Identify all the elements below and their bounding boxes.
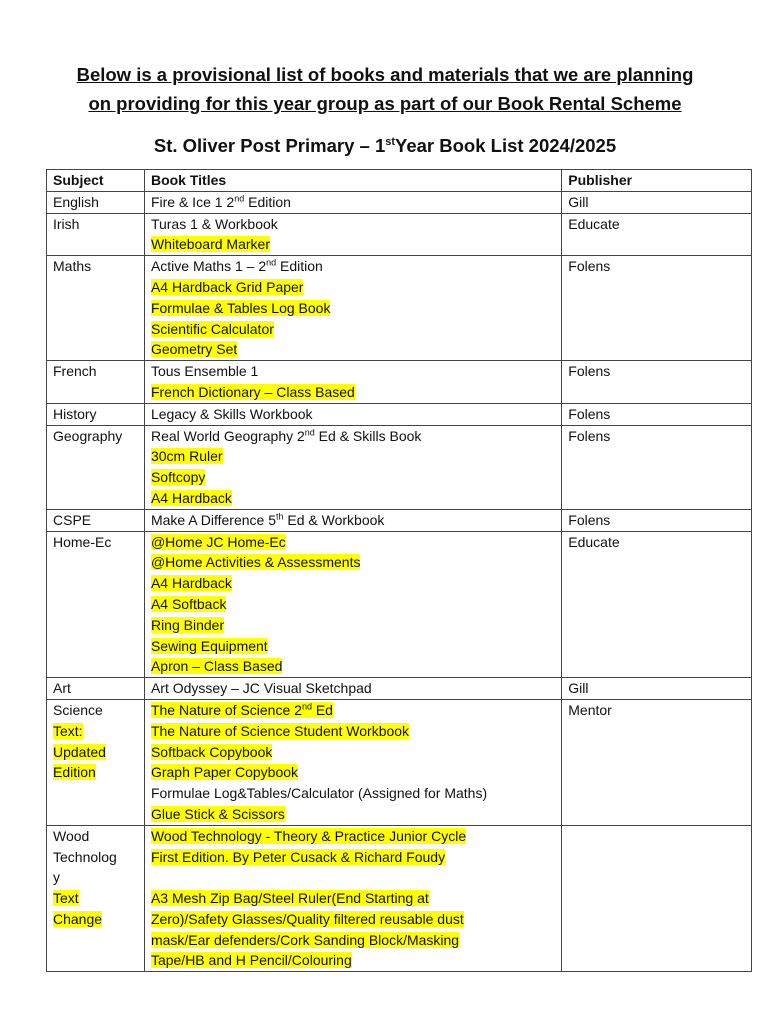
subject-text: CSPE (53, 511, 92, 528)
book-title-item: Whiteboard Marker (150, 236, 270, 253)
subject-text: English (53, 193, 99, 210)
title-superscript: st (385, 135, 396, 148)
book-titles-cell (144, 678, 561, 700)
subject-text: Text (53, 890, 79, 907)
book-title-item: Zero)/Safety Glasses/Quality filtered reusable dust (150, 910, 464, 927)
subject-text: Irish (53, 215, 80, 232)
publisher-cell (562, 678, 752, 700)
subject-cell (47, 825, 145, 972)
subject-cell (47, 531, 145, 678)
book-titles-cell (144, 509, 561, 531)
heading-line-2: on providing for this year group as part of our Book Rental Scheme (88, 93, 682, 114)
subject-cell (47, 678, 145, 700)
publisher-name: Educate (568, 215, 620, 232)
table-row (47, 531, 752, 678)
book-title-item: A4 Softback (150, 595, 227, 612)
book-title-item: Scientific Calculator (150, 320, 274, 337)
book-title-item (151, 867, 555, 888)
book-title-item: @Home JC Home-Ec (150, 533, 286, 550)
publisher-cell (562, 403, 752, 425)
publisher-name: Mentor (568, 701, 612, 718)
book-title-item: Make A Difference 5th Ed & Workbook (150, 511, 385, 528)
publisher-name: Folens (568, 258, 611, 275)
title-after: Year Book List 2024/2025 (395, 135, 617, 156)
book-title-item: Active Maths 1 – 2nd Edition (150, 257, 323, 275)
book-titles-cell (144, 531, 561, 678)
subject-text: Text: (53, 722, 83, 739)
subject-text: Science (53, 701, 103, 718)
publisher-name: Gill (568, 680, 589, 697)
book-title-item: The Nature of Science 2nd Ed (150, 701, 333, 718)
book-title-item: 30cm Ruler (150, 448, 223, 465)
table-row (47, 191, 752, 213)
subject-cell (47, 256, 145, 361)
table-row (47, 425, 752, 509)
book-title-item: Turas 1 & Workbook (150, 215, 278, 232)
book-title-item: Real World Geography 2nd Ed & Skills Book (150, 426, 422, 444)
table-row (47, 699, 752, 825)
publisher-cell (562, 825, 752, 972)
book-titles-cell (144, 256, 561, 361)
table-row (47, 403, 752, 425)
subject-text: Art (53, 680, 71, 697)
book-title-item: Softcopy (150, 469, 206, 486)
book-title-item: Apron – Class Based (150, 658, 283, 675)
table-row (47, 825, 752, 972)
table-body (47, 191, 752, 971)
publisher-name: Educate (568, 533, 620, 550)
publisher-name: Folens (568, 405, 611, 422)
book-title-item: Softback Copybook (150, 743, 273, 760)
book-title-item: Graph Paper Copybook (150, 764, 299, 781)
book-title-item: Art Odyssey – JC Visual Sketchpad (150, 680, 372, 697)
book-title-item: mask/Ear defenders/Cork Sanding Block/Masking (150, 931, 460, 948)
book-title-item: Legacy & Skills Workbook (150, 405, 313, 422)
publisher-name: Folens (568, 511, 611, 528)
book-list-table (46, 169, 752, 972)
book-titles-cell (144, 825, 561, 972)
publisher-cell (562, 699, 752, 825)
book-title-item: Ring Binder (150, 616, 225, 633)
book-titles-cell (144, 191, 561, 213)
book-titles-cell (144, 361, 561, 404)
table-row (47, 213, 752, 256)
heading-line-1: Below is a provisional list of books and materials that we are planning (76, 64, 694, 85)
book-title-item: The Nature of Science Student Workbook (150, 722, 410, 739)
subject-cell (47, 361, 145, 404)
publisher-cell (562, 509, 752, 531)
header-publisher: Publisher (562, 170, 752, 192)
subject-text: Geography (53, 427, 123, 444)
book-list-title (0, 134, 770, 158)
subject-cell (47, 191, 145, 213)
subject-text: Home-Ec (53, 533, 112, 550)
table-row (47, 361, 752, 404)
subject-text: Change (53, 910, 103, 927)
subject-text: Maths (53, 258, 92, 275)
book-title-item: Formulae Log&Tables/Calculator (Assigned for Maths) (150, 785, 488, 802)
table-row (47, 256, 752, 361)
book-title-item: @Home Activities & Assessments (150, 554, 361, 571)
subject-cell (47, 699, 145, 825)
subject-text: Updated (53, 743, 106, 760)
book-title-item: First Edition. By Peter Cusack & Richard Foudy (150, 848, 446, 865)
book-title-item: Tape/HB and H Pencil/Colouring (150, 952, 352, 969)
table-row (47, 509, 752, 531)
book-titles-cell (144, 425, 561, 509)
publisher-cell (562, 191, 752, 213)
title-before: St. Oliver Post Primary – 1 (153, 135, 386, 156)
publisher-name: Folens (568, 427, 611, 444)
book-title-item: Tous Ensemble 1 (150, 363, 259, 380)
book-title-item: French Dictionary – Class Based (150, 383, 355, 400)
subject-cell (47, 425, 145, 509)
subject-text: y (53, 869, 60, 886)
subject-text: French (53, 363, 97, 380)
book-title-item: A4 Hardback Grid Paper (150, 278, 304, 295)
subject-text: Edition (53, 764, 96, 781)
book-title-item: A4 Hardback (150, 489, 232, 506)
table-row (47, 678, 752, 700)
publisher-cell (562, 256, 752, 361)
publisher-cell (562, 361, 752, 404)
subject-cell (47, 403, 145, 425)
subject-text: History (53, 405, 97, 422)
book-title-item: A3 Mesh Zip Bag/Steel Ruler(End Starting at (150, 890, 429, 907)
publisher-cell (562, 213, 752, 256)
book-title-item: Formulae & Tables Log Book (150, 299, 331, 316)
book-title-item: Wood Technology - Theory & Practice Junior Cycle (150, 827, 467, 844)
book-titles-cell (144, 213, 561, 256)
table-header-row (47, 170, 752, 192)
publisher-name: Folens (568, 363, 611, 380)
subject-cell (47, 509, 145, 531)
header-book-titles: Book Titles (144, 170, 561, 192)
subject-text: Wood (53, 827, 90, 844)
subject-text: Technolog (53, 848, 117, 865)
book-title-item: Geometry Set (150, 341, 238, 358)
publisher-cell (562, 425, 752, 509)
header-subject: Subject (47, 170, 145, 192)
book-title-item: A4 Hardback (150, 575, 232, 592)
book-title-item: Glue Stick & Scissors (150, 805, 285, 822)
book-title-item: Fire & Ice 1 2nd Edition (150, 193, 291, 210)
publisher-name: Gill (568, 193, 589, 210)
book-title-item: Sewing Equipment (150, 637, 268, 654)
publisher-cell (562, 531, 752, 678)
book-titles-cell (144, 699, 561, 825)
book-titles-cell (144, 403, 561, 425)
subject-cell (47, 213, 145, 256)
page-heading (0, 60, 770, 118)
